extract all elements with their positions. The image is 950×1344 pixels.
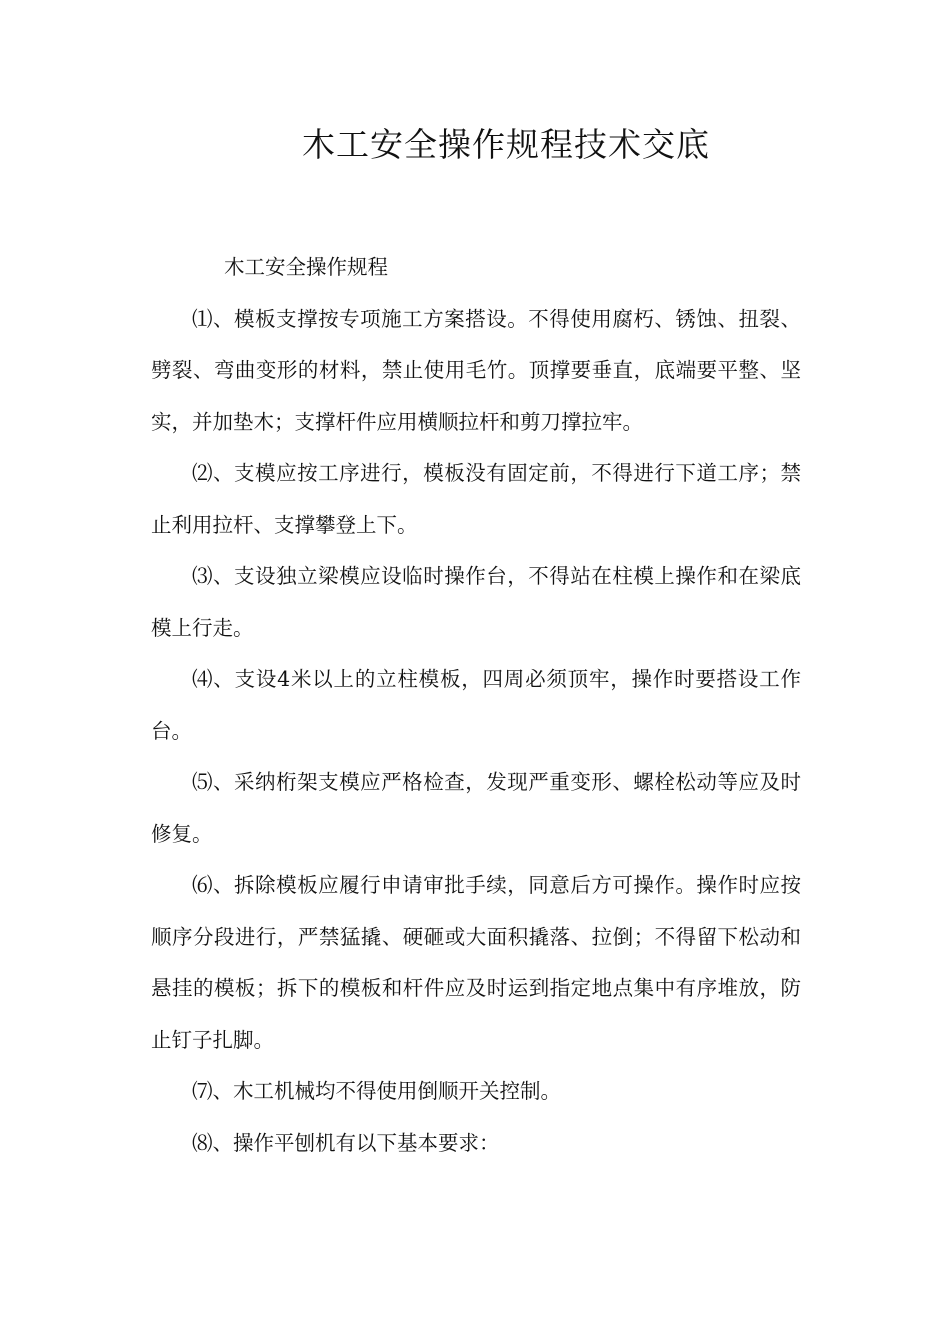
paragraph-5: ⑸、采纳桁架支模应严格检查，发现严重变形、螺栓松动等应及时修复。 — [151, 770, 801, 846]
paragraph-3: ⑶、支设独立梁模应设临时操作台，不得站在柱模上操作和在梁底模上行走。 — [151, 564, 801, 640]
paragraph-1: ⑴、模板支撑按专项施工方案搭设。不得使用腐朽、锈蚀、扭裂、劈裂、弯曲变形的材料，禁止使用毛竹。顶撑要垂直，底端要平整、坚实，并加垫木；支撑杆件应用横顺拉杆和剪刀撑拉牢。 — [151, 306, 801, 434]
paragraph-7: ⑺、木工机械均不得使用倒顺开关控制。 — [192, 1079, 561, 1103]
paragraph-6: ⑹、拆除模板应履行申请审批手续，同意后方可操作。操作时应按顺序分段进行，严禁猛撬、硬砸或大面积撬落、拉倒；不得留下松动和悬挂的模板；拆下的模板和杆件应及时运到指定地点集中有序堆放，防止钉子扎脚。 — [151, 873, 801, 1052]
paragraph-4: ⑷、支设4米以上的立柱模板，四周必须顶牢，操作时要搭设工作台。 — [151, 667, 801, 743]
paragraph-2: ⑵、支模应按工序进行，模板没有固定前，不得进行下道工序；禁止利用拉杆、支撑攀登上下。 — [151, 461, 801, 537]
document-body — [151, 242, 801, 1169]
paragraph-8: ⑻、操作平刨机有以下基本要求： — [192, 1130, 500, 1155]
document-title: 木工安全操作规程技术交底 — [302, 125, 710, 164]
section-heading: 木工安全操作规程 — [224, 255, 388, 279]
